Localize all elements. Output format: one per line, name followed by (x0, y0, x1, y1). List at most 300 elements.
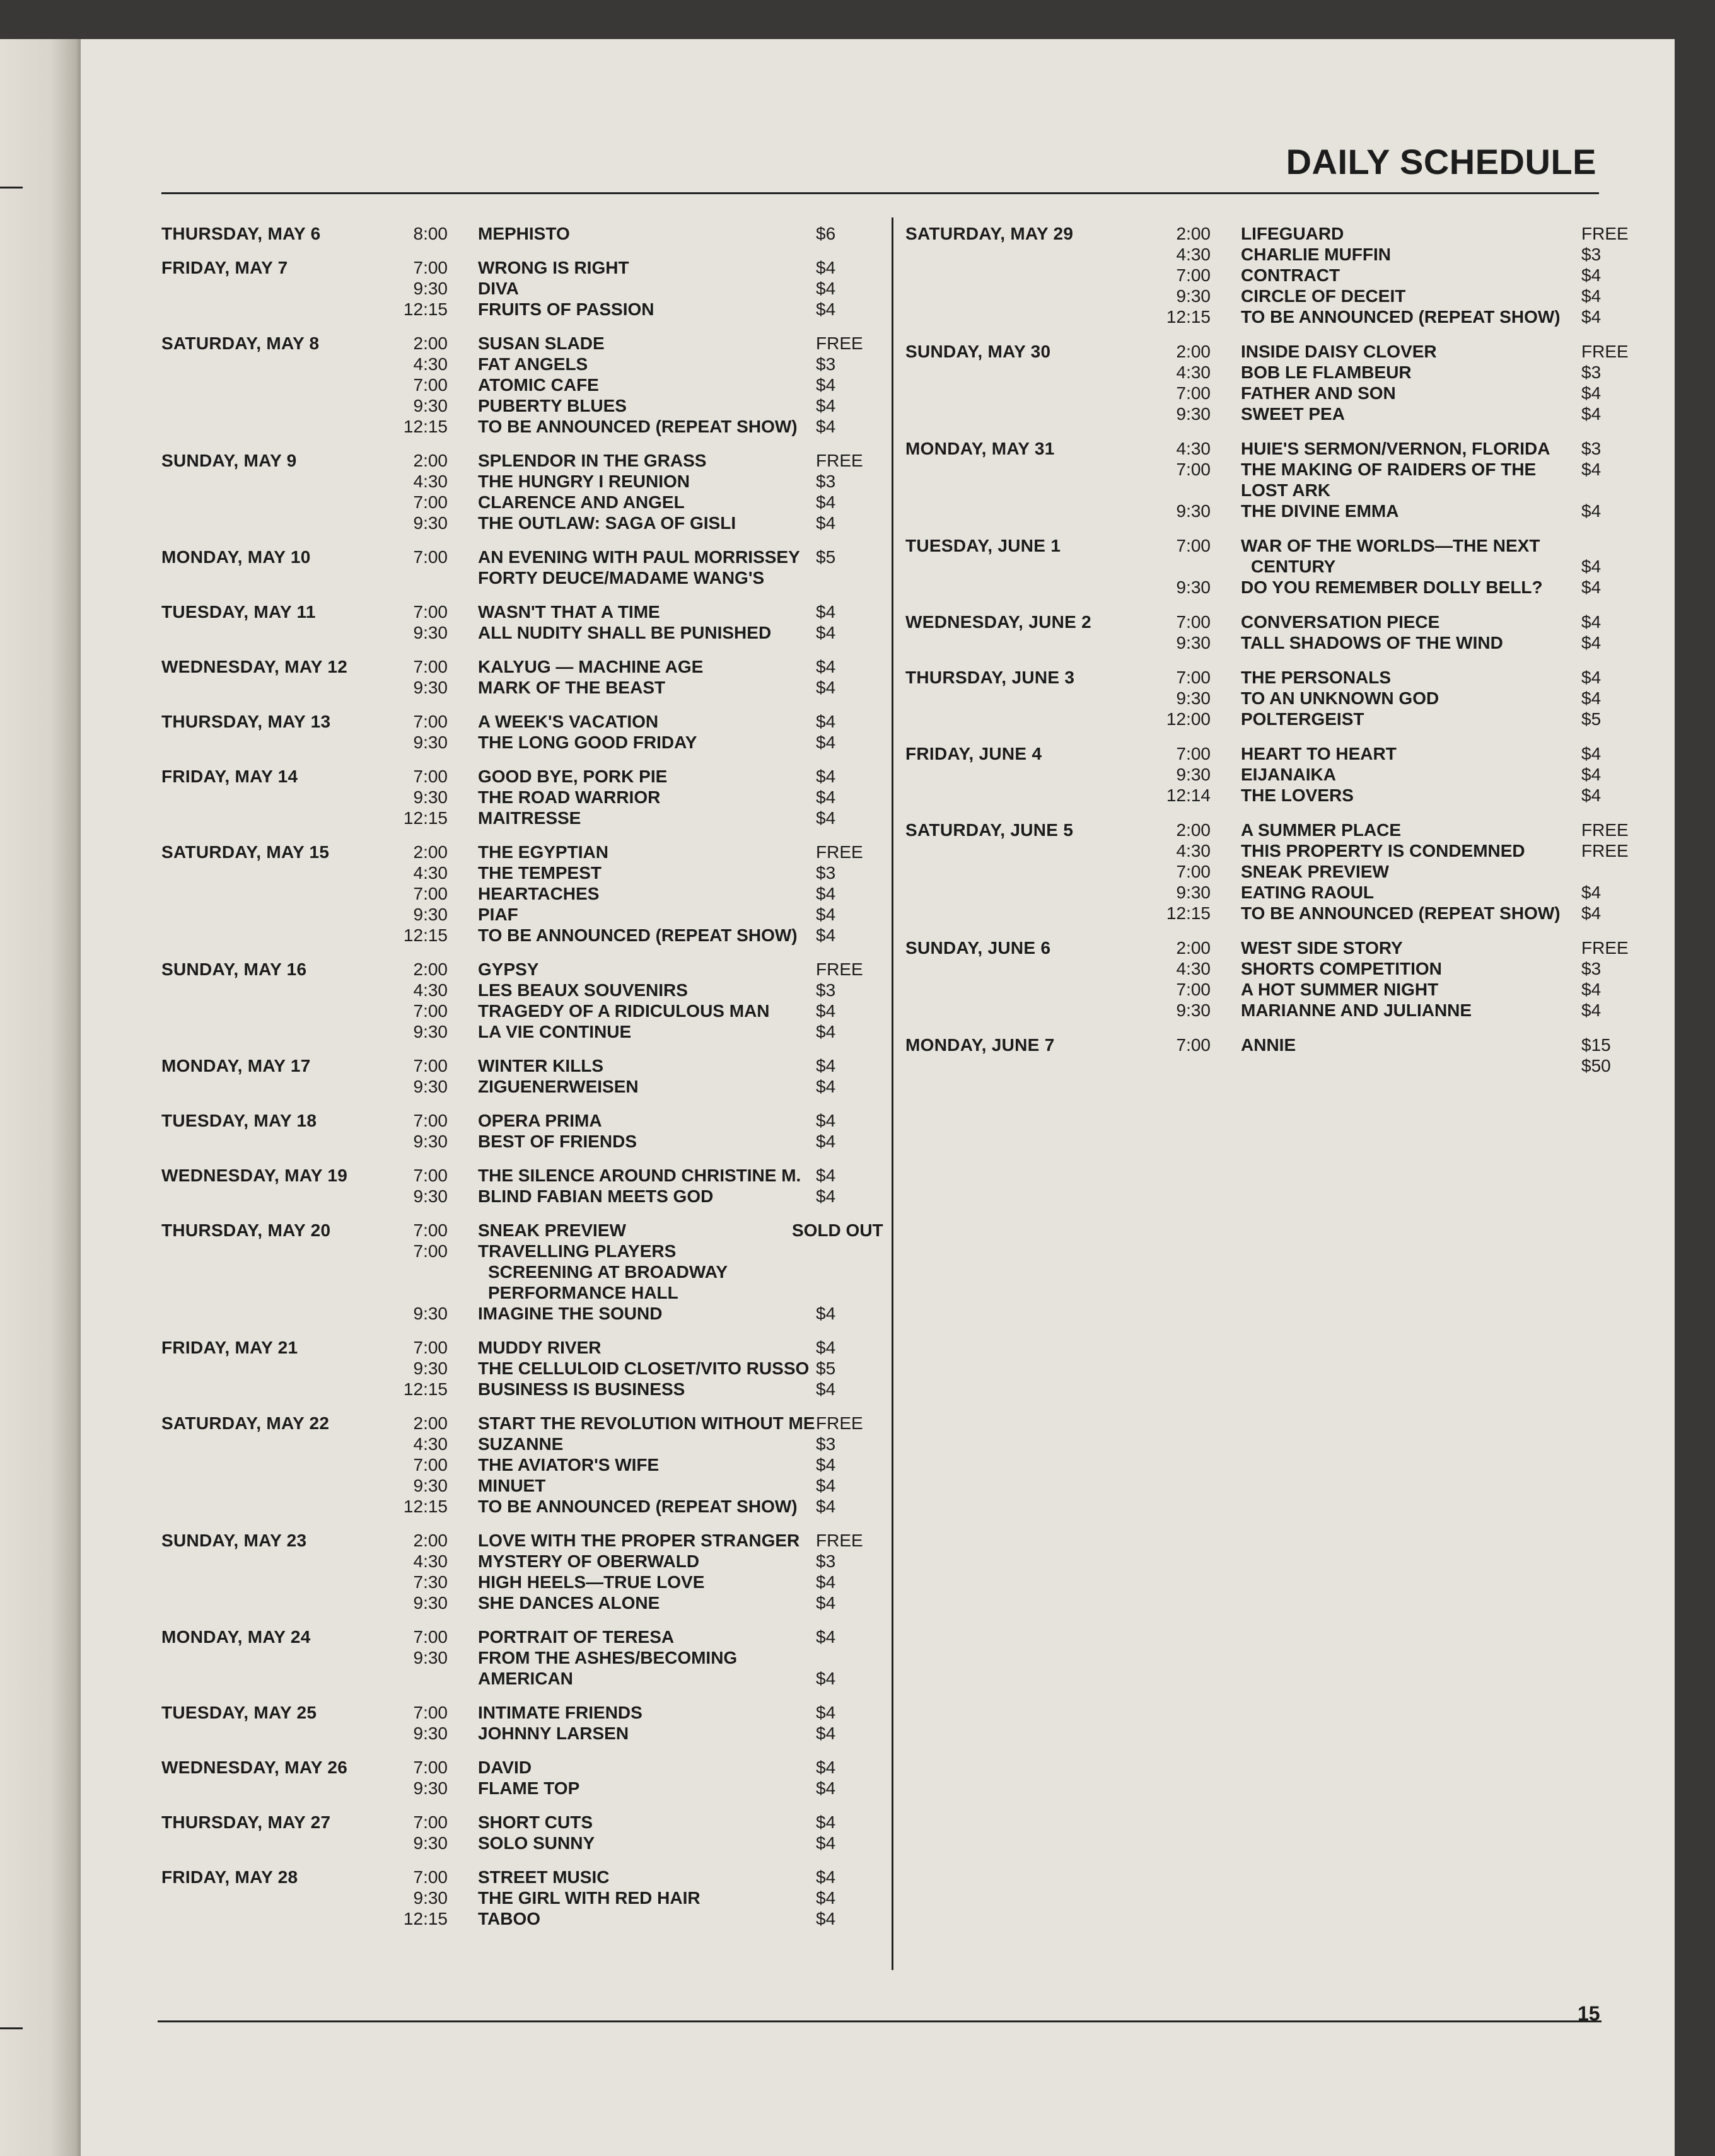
film-title-line: CIRCLE OF DECEIT (1241, 286, 1406, 306)
price-cell (816, 1186, 835, 1207)
film-title (448, 1592, 816, 1613)
price-cell (816, 1434, 835, 1454)
film-title (448, 732, 816, 753)
price-cell (1581, 840, 1629, 861)
ticket-price: $4 (816, 602, 836, 622)
film-title-line: TO BE ANNOUNCED (REPEAT SHOW) (1241, 307, 1561, 327)
showings-list (1132, 937, 1631, 1021)
film-title (1211, 840, 1581, 861)
showing-row (369, 1434, 887, 1454)
day-block (161, 601, 887, 643)
film-title (448, 1337, 816, 1358)
ticket-price: $4 (1581, 785, 1602, 805)
showing-row (1132, 709, 1631, 729)
show-time: 8:00 (413, 224, 448, 243)
show-time: 2:00 (1176, 938, 1211, 958)
film-title (448, 1241, 816, 1303)
showing-row (369, 842, 887, 862)
price-cell (816, 808, 835, 828)
show-time: 7:00 (413, 1001, 448, 1021)
film-title (448, 395, 816, 416)
ticket-price: $4 (1581, 460, 1602, 479)
price-cell (1581, 577, 1601, 598)
film-title (448, 1812, 816, 1833)
price-cell (816, 1833, 835, 1853)
price-cell (816, 450, 863, 471)
film-title (1211, 535, 1581, 577)
ticket-price: FREE (816, 1531, 863, 1550)
showings-list (369, 711, 887, 753)
film-title (448, 904, 816, 925)
film-title-line: SCREENING AT BROADWAY (488, 1262, 728, 1282)
price-cell (816, 1592, 835, 1613)
showings-list (369, 257, 887, 320)
day-label: SUNDAY, MAY 16 (161, 959, 307, 979)
film-title (448, 842, 816, 862)
price-cell (816, 1626, 835, 1647)
price-cell (816, 513, 835, 533)
showing-row (369, 1220, 887, 1241)
showing-row (1132, 861, 1631, 882)
film-title-line: HUIE'S SERMON/VERNON, FLORIDA (1241, 439, 1550, 458)
film-title (1211, 362, 1581, 383)
film-title-line: MEPHISTO (478, 224, 570, 243)
film-title (448, 959, 816, 980)
price-cell (816, 223, 835, 244)
film-title (1211, 688, 1581, 709)
showing-row (369, 1572, 887, 1592)
show-time: 12:15 (1166, 903, 1211, 923)
ticket-price: $4 (816, 1476, 836, 1495)
showing-row (1132, 244, 1631, 265)
price-cell (816, 1076, 835, 1097)
day-label: MONDAY, MAY 31 (905, 439, 1055, 458)
showing-row (1132, 611, 1631, 632)
film-title (448, 1887, 816, 1908)
day-label: FRIDAY, MAY 21 (161, 1338, 298, 1357)
price-cell (816, 1723, 835, 1744)
ticket-price: $4 (1581, 688, 1602, 708)
showing-row (369, 1812, 887, 1833)
show-time: 9:30 (1176, 286, 1211, 306)
ticket-price: $4 (1581, 383, 1602, 403)
film-title (1211, 785, 1581, 806)
price-cell (816, 980, 835, 1000)
film-title-line: TO AN UNKNOWN GOD (1241, 688, 1439, 708)
film-title-line: SNEAK PREVIEW (478, 1220, 626, 1240)
ticket-price: FREE (816, 1413, 863, 1433)
showing-row (369, 677, 887, 698)
film-title (1211, 577, 1581, 598)
price-cell (1581, 688, 1601, 709)
gutter-mark-top (0, 187, 23, 188)
show-time: 7:00 (1176, 744, 1211, 763)
show-time: 7:00 (1176, 460, 1211, 479)
film-title (1211, 861, 1581, 882)
ticket-price: FREE (816, 959, 863, 979)
ticket-price: $4 (816, 767, 836, 786)
showing-row (369, 223, 887, 244)
price-cell (1581, 764, 1601, 785)
film-title (448, 1551, 816, 1572)
day-label: MONDAY, MAY 17 (161, 1056, 311, 1075)
film-title (1211, 958, 1581, 979)
film-title-line: THE EGYPTIAN (478, 842, 608, 862)
show-time: 4:30 (1176, 959, 1211, 978)
showing-row (369, 1475, 887, 1496)
film-title (448, 1186, 816, 1207)
ticket-price: $4 (816, 1001, 836, 1021)
price-cell (816, 257, 835, 278)
show-time: 7:00 (413, 657, 448, 676)
film-title-line: THE GIRL WITH RED HAIR (478, 1888, 701, 1908)
film-title (448, 1434, 816, 1454)
film-title-line: MARIANNE AND JULIANNE (1241, 1000, 1472, 1020)
day-block (905, 438, 1631, 521)
film-title-line: TABOO (478, 1909, 541, 1928)
film-title-line: MARK OF THE BEAST (478, 678, 666, 697)
show-time: 4:30 (413, 472, 448, 491)
day-label: TUESDAY, MAY 25 (161, 1703, 317, 1722)
film-title (448, 299, 816, 320)
showing-row (1132, 903, 1631, 924)
showing-row (369, 1647, 887, 1689)
ticket-price: $4 (816, 279, 836, 298)
show-time: 7:00 (1176, 265, 1211, 285)
show-time: 12:15 (1166, 307, 1211, 327)
showing-row (369, 450, 887, 471)
showing-row (1132, 667, 1631, 688)
ticket-price: $4 (816, 1132, 836, 1151)
film-title (448, 1723, 816, 1744)
price-cell (816, 1475, 835, 1496)
film-title (448, 1572, 816, 1592)
price-cell (1581, 632, 1601, 653)
day-label: TUESDAY, MAY 18 (161, 1111, 317, 1130)
show-time: 4:30 (413, 354, 448, 374)
show-time: 7:00 (413, 547, 448, 567)
film-title (448, 622, 816, 643)
showing-row (1132, 501, 1631, 521)
film-title-line: SHORT CUTS (478, 1812, 593, 1832)
film-title-line: JOHNNY LARSEN (478, 1724, 629, 1743)
show-time: 2:00 (1176, 224, 1211, 243)
showing-row (369, 732, 887, 753)
film-title (448, 416, 816, 437)
day-label: TUESDAY, JUNE 1 (905, 536, 1061, 555)
film-title-line: THIS PROPERTY IS CONDEMNED (1241, 841, 1525, 861)
film-title-line: SUSAN SLADE (478, 333, 605, 353)
show-time: 9:30 (413, 678, 448, 697)
film-title-line: WAR OF THE WORLDS—THE NEXT (1241, 536, 1540, 555)
ticket-price: $15 (1581, 1035, 1611, 1055)
ticket-price: $4 (1581, 286, 1602, 306)
film-title-line: LES BEAUX SOUVENIRS (478, 980, 688, 1000)
ticket-price: $4 (816, 492, 836, 512)
footer-rule (158, 2020, 1602, 2022)
film-title-line: AMERICAN (478, 1669, 573, 1688)
price-cell (816, 1413, 863, 1434)
showing-row (369, 1723, 887, 1744)
showing-row (369, 1867, 887, 1887)
ticket-price: $3 (816, 472, 836, 491)
show-time: 12:15 (403, 808, 448, 828)
film-title (448, 1833, 816, 1853)
ticket-price: $4 (816, 925, 836, 945)
film-title-line: FORTY DEUCE/MADAME WANG'S (478, 568, 765, 588)
day-label: FRIDAY, JUNE 4 (905, 744, 1042, 763)
ticket-price: $4 (816, 1111, 836, 1130)
price-cell (816, 601, 835, 622)
price-cell (816, 862, 835, 883)
film-title-line: THE CELLULOID CLOSET/VITO RUSSO (478, 1359, 810, 1378)
price-spacer (816, 1647, 835, 1668)
show-time: 7:00 (413, 1111, 448, 1130)
price-cell (816, 677, 835, 698)
showing-row (369, 354, 887, 374)
film-title (448, 354, 816, 374)
film-title-line: BEST OF FRIENDS (478, 1132, 637, 1151)
show-time: 9:30 (1176, 577, 1211, 597)
day-block (161, 223, 887, 244)
price-cell (816, 1778, 835, 1799)
show-time: 12:15 (403, 1497, 448, 1516)
show-time: 4:30 (1176, 439, 1211, 458)
film-title-line: GYPSY (478, 959, 539, 979)
film-title-line: SWEET PEA (1241, 404, 1345, 424)
ticket-price: $4 (1581, 883, 1602, 902)
film-title-line: MINUET (478, 1476, 546, 1495)
film-title-line: IMAGINE THE SOUND (478, 1304, 663, 1323)
film-title (448, 1110, 816, 1131)
film-title-line: CENTURY (1251, 557, 1336, 576)
ticket-price: $4 (816, 1186, 836, 1206)
price-cell (816, 842, 863, 862)
film-title (448, 677, 816, 698)
film-title-line: THE MAKING OF RAIDERS OF THE (1241, 460, 1537, 479)
price-cell (816, 1303, 835, 1324)
showing-row (1132, 223, 1631, 244)
film-title-line: A SUMMER PLACE (1241, 820, 1402, 840)
show-time: 7:00 (413, 1241, 448, 1261)
day-block (161, 450, 887, 533)
showings-list (369, 1055, 887, 1097)
price-cell (1581, 820, 1629, 840)
show-time: 12:14 (1166, 785, 1211, 805)
film-title-line: START THE REVOLUTION WITHOUT ME (478, 1413, 815, 1433)
ticket-price: $3 (816, 1551, 836, 1571)
schedule-left-column (161, 223, 887, 1942)
film-title (448, 1131, 816, 1152)
film-title-line: THE PERSONALS (1241, 668, 1392, 687)
showing-row (369, 1626, 887, 1647)
show-time: 9:30 (413, 279, 448, 298)
showing-row (369, 1454, 887, 1475)
film-title (448, 1165, 816, 1186)
day-label: THURSDAY, MAY 27 (161, 1812, 331, 1832)
show-time: 2:00 (413, 333, 448, 353)
film-title-line: ZIGUENERWEISEN (478, 1077, 639, 1096)
film-title-line: FLAME TOP (478, 1778, 580, 1798)
price-cell (816, 1055, 835, 1076)
film-title (448, 1626, 816, 1647)
price-cell (1581, 611, 1601, 632)
day-label: SATURDAY, MAY 8 (161, 333, 320, 353)
show-time: 4:30 (413, 863, 448, 883)
showing-row (369, 1131, 887, 1152)
price-cell (816, 787, 835, 808)
film-title-line: OPERA PRIMA (478, 1111, 602, 1130)
film-title (448, 883, 816, 904)
ticket-price: $3 (816, 1434, 836, 1454)
showing-row (369, 1021, 887, 1042)
showing-row (369, 1337, 887, 1358)
film-title-line: THE HUNGRY I REUNION (478, 472, 690, 491)
film-title (1211, 667, 1581, 688)
film-title-line: TRAVELLING PLAYERS (478, 1241, 677, 1261)
showing-row (1132, 535, 1631, 577)
show-time: 12:15 (403, 299, 448, 319)
show-time: 7:00 (413, 1166, 448, 1185)
ticket-price: $4 (1581, 633, 1602, 652)
showings-list (369, 959, 887, 1042)
price-cell (816, 925, 835, 946)
film-title-line: SNEAK PREVIEW (1241, 862, 1389, 881)
showings-list (369, 1220, 887, 1324)
show-time: 7:00 (413, 1455, 448, 1475)
price-cell (816, 1530, 863, 1551)
day-label: FRIDAY, MAY 7 (161, 258, 288, 277)
showing-row (369, 374, 887, 395)
show-time: 7:00 (1176, 612, 1211, 632)
day-block (161, 257, 887, 320)
ticket-price: $4 (1581, 765, 1602, 784)
film-title-line: DO YOU REMEMBER DOLLY BELL? (1241, 577, 1543, 597)
day-label: SATURDAY, MAY 15 (161, 842, 330, 862)
day-block (161, 1812, 887, 1853)
price-cell (816, 1572, 835, 1592)
film-title-line: FRUITS OF PASSION (478, 299, 654, 319)
day-label: MONDAY, MAY 10 (161, 547, 311, 567)
show-time: 2:00 (1176, 342, 1211, 361)
day-block (905, 937, 1631, 1021)
show-time: 9:30 (413, 396, 448, 415)
price-cell (1581, 903, 1601, 924)
show-time: 7:00 (413, 1627, 448, 1647)
day-label: SATURDAY, MAY 22 (161, 1413, 330, 1433)
price-cell (1581, 937, 1629, 958)
price-cell (1581, 438, 1601, 459)
show-time: 7:00 (413, 1703, 448, 1722)
film-title-line: THE LONG GOOD FRIDAY (478, 733, 697, 752)
film-title-line: TO BE ANNOUNCED (REPEAT SHOW) (478, 925, 798, 945)
showing-row (369, 1778, 887, 1799)
day-label: THURSDAY, MAY 13 (161, 712, 331, 731)
ticket-price: $4 (816, 1166, 836, 1185)
ticket-price: SOLD OUT (792, 1220, 883, 1240)
price-cell (1581, 882, 1601, 903)
showing-row (369, 1165, 887, 1186)
ticket-price: $4 (816, 657, 836, 676)
film-title-line: WEST SIDE STORY (1241, 938, 1403, 958)
film-title (448, 1413, 816, 1434)
film-title-line: CLARENCE AND ANGEL (478, 492, 685, 512)
show-time: 9:30 (413, 1476, 448, 1495)
showing-row (369, 656, 887, 677)
film-title-line: BOB LE FLAMBEUR (1241, 362, 1412, 382)
ticket-price: $4 (816, 1669, 836, 1688)
ticket-price: $3 (1581, 439, 1602, 458)
showing-row (1132, 937, 1631, 958)
price-cell (816, 1110, 835, 1131)
show-time: 4:30 (1176, 245, 1211, 264)
price-cell (816, 766, 835, 787)
show-time: 7:00 (413, 712, 448, 731)
show-time: 7:00 (413, 1220, 448, 1240)
showing-row (369, 622, 887, 643)
showing-row (369, 959, 887, 980)
show-time: 4:30 (413, 1434, 448, 1454)
show-time: 12:15 (403, 1379, 448, 1399)
showing-row (1132, 688, 1631, 709)
show-time: 7:00 (1176, 1035, 1211, 1055)
showings-list (369, 656, 887, 698)
price-cell (816, 1496, 835, 1517)
film-title-line: LA VIE CONTINUE (478, 1022, 632, 1041)
film-title (448, 980, 816, 1000)
film-title-line: ALL NUDITY SHALL BE PUNISHED (478, 623, 772, 642)
ticket-price: $4 (1581, 668, 1602, 687)
film-title-line: LOVE WITH THE PROPER STRANGER (478, 1531, 800, 1550)
show-time: 7:00 (1176, 383, 1211, 403)
showings-list (369, 1165, 887, 1207)
film-title (1211, 611, 1581, 632)
showing-row (369, 711, 887, 732)
price-spacer (1581, 535, 1601, 556)
price-cell (1581, 223, 1629, 244)
film-title (448, 547, 816, 588)
film-title (1211, 820, 1581, 840)
showing-row (369, 492, 887, 513)
day-label: THURSDAY, MAY 6 (161, 224, 321, 243)
showing-row (369, 416, 887, 437)
day-block (161, 1337, 887, 1400)
showings-list (369, 223, 887, 244)
showing-row (369, 1241, 887, 1303)
page-number: 15 (1578, 2002, 1600, 2025)
ticket-price: $50 (1581, 1056, 1611, 1075)
price-cell (816, 547, 835, 588)
film-title (448, 1530, 816, 1551)
showing-row (369, 1833, 887, 1853)
price-cell (816, 732, 835, 753)
film-title-line: THE SILENCE AROUND CHRISTINE M. (478, 1166, 801, 1185)
ticket-price: $4 (816, 375, 836, 395)
showings-list (369, 1337, 887, 1400)
price-cell (1581, 958, 1601, 979)
film-title (1211, 223, 1581, 244)
price-cell (816, 1702, 835, 1723)
show-time: 9:30 (1176, 633, 1211, 652)
showing-row (1132, 1000, 1631, 1021)
film-title (448, 1358, 816, 1379)
showing-row (1132, 383, 1631, 403)
film-title (448, 333, 816, 354)
price-cell (816, 1908, 835, 1929)
film-title-line: FATHER AND SON (1241, 383, 1396, 403)
day-label: THURSDAY, MAY 20 (161, 1220, 331, 1240)
film-title-line: STREET MUSIC (478, 1867, 610, 1887)
